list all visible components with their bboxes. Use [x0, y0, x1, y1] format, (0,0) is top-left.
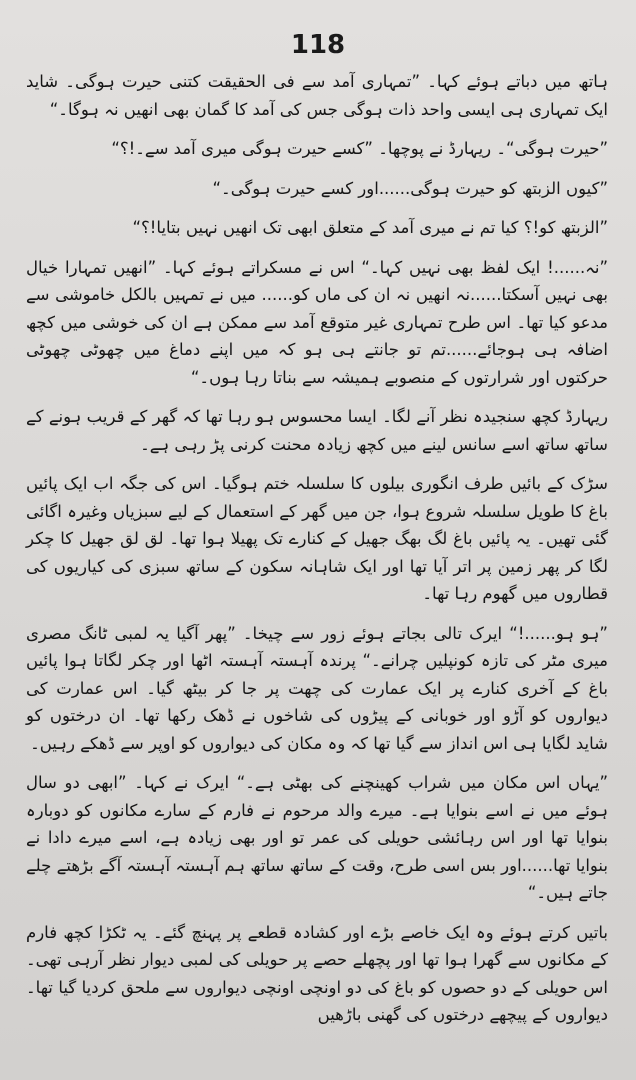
paragraph: باتیں کرتے ہوئے وہ ایک خاصے بڑے اور کشادہ قطعے پر پہنچ گئے۔ یہ ٹکڑا کچھ فارم کے مکانوں سے گھرا ہوا تھا اور پچھلے حصے پر حویلی کی لمبی دیوار نظر آرہی تھی۔ اس حویلی کے دو حصوں کو باغ کی دو اونچی اونچی دیواروں سے ملحق کردیا گیا تھا۔ دیواروں کے پیچھے درختوں کی گھنی باڑھیں — [26, 922, 608, 1024]
paragraph: ہاتھ میں دباتے ہوئے کہا۔ ”تمہاری آمد سے فی الحقیقت کتنی حیرت ہوگی۔ شاید ایک تمہاری ہی ایسی واحد ذات ہوگی جس کی آمد کا گمان بھی انھیں نہ ہوگا۔“ — [26, 72, 608, 119]
paragraph: ”کیوں الزبتھ کو حیرت ہوگی......اور کسے حیرت ہوگی۔“ — [212, 178, 608, 198]
body-text — [26, 68, 608, 1041]
paragraph: ریہارڈ کچھ سنجیدہ نظر آنے لگا۔ ایسا محسوس ہو رہا تھا کہ گھر کے قریب ہونے کے ساتھ ساتھ اسے سانس لینے میں کچھ زیادہ محنت کرنی پڑ رہی ہے۔ — [26, 407, 608, 454]
paragraph: ”یہاں اس مکان میں شراب کھینچنے کی بھٹی ہے۔“ ایرک نے کہا۔ ”ابھی دو سال ہوئے میں نے اسے بنوایا ہے۔ میرے والد مرحوم نے فارم کے سارے مکانوں کو دوبارہ بنوایا تھا اور اس رہائشی حویلی کی عمر تو اور بھی زیادہ ہے، اسے میرے دادا نے بنوایا تھا......اور بس اسی طرح، وقت کے ساتھ ساتھ ہم آہستہ آہستہ آگے بڑھتے چلے جاتے ہیں۔“ — [26, 773, 608, 902]
paragraph: ”نہ......! ایک لفظ بھی نہیں کہا۔“ اس نے مسکراتے ہوئے کہا۔ ”انھیں تمہارا خیال بھی نہیں آسکتا......نہ انھیں نہ ان کی ماں کو...... میں نے تمہیں بالکل خاموشی سے مدعو کیا تھا۔ اس طرح تمہاری غیر متوقع آمد سے ممکن ہے ان کی خوشی میں کچھ اضافہ ہی ہوجائے......تم تو جانتے ہی ہو کہ میں اپنے دماغ میں چھوٹی چھوٹی حرکتوں اور شرارتوں کے منصوبے ہمیشہ سے بناتا رہا ہوں۔“ — [26, 257, 608, 387]
paragraph: سڑک کے بائیں طرف انگوری بیلوں کا سلسلہ ختم ہوگیا۔ اس کی جگہ اب ایک پائیں باغ کا طویل سلسلہ شروع ہوا، جن میں گھر کے استعمال کے لیے سبزیاں وغیرہ اگائی گئی تھیں۔ یہ پائیں باغ لگ بھگ جھیل کے کنارے تک پھیلا ہوا تھا۔ لق لق جھیل کا چکر لگا کر پھر زمین پر اتر آیا تھا اور ایک شاہانہ سکون کے ساتھ سبزی کی کیاریوں کی قطاروں میں گھوم رہا تھا۔ — [26, 474, 608, 603]
paragraph: ”ہو ہو......!“ ایرک تالی بجاتے ہوئے زور سے چیخا۔ ”پھر آگیا یہ لمبی ٹانگ مصری میری مٹر کی تازہ کونپلیں چرانے۔“ پرندہ آہستہ آہستہ اٹھا اور چکر لگاتا ہوا پائیں باغ کے آخری کنارے پر ایک عمارت کی چھت پر جا کر بیٹھ گیا۔ اس عمارت کی دیواروں کو آڑو اور خوبانی کے پیڑوں کی شاخوں نے ڈھک رکھا تھا۔ ان درختوں کو شاید لگایا ہی اس انداز سے گیا تھا کہ وہ مکان کی دیواروں کو اوپر سے ڈھکے رہیں۔ — [26, 623, 608, 753]
paragraph: ”حیرت ہوگی“۔ ریہارڈ نے پوچھا۔ ”کسے حیرت ہوگی میری آمد سے۔!؟“ — [111, 139, 608, 158]
paragraph: ”الزبتھ کو!؟ کیا تم نے میری آمد کے متعلق ابھی تک انھیں نہیں بتایا!؟“ — [132, 218, 608, 237]
page-number: 118 — [290, 30, 346, 60]
